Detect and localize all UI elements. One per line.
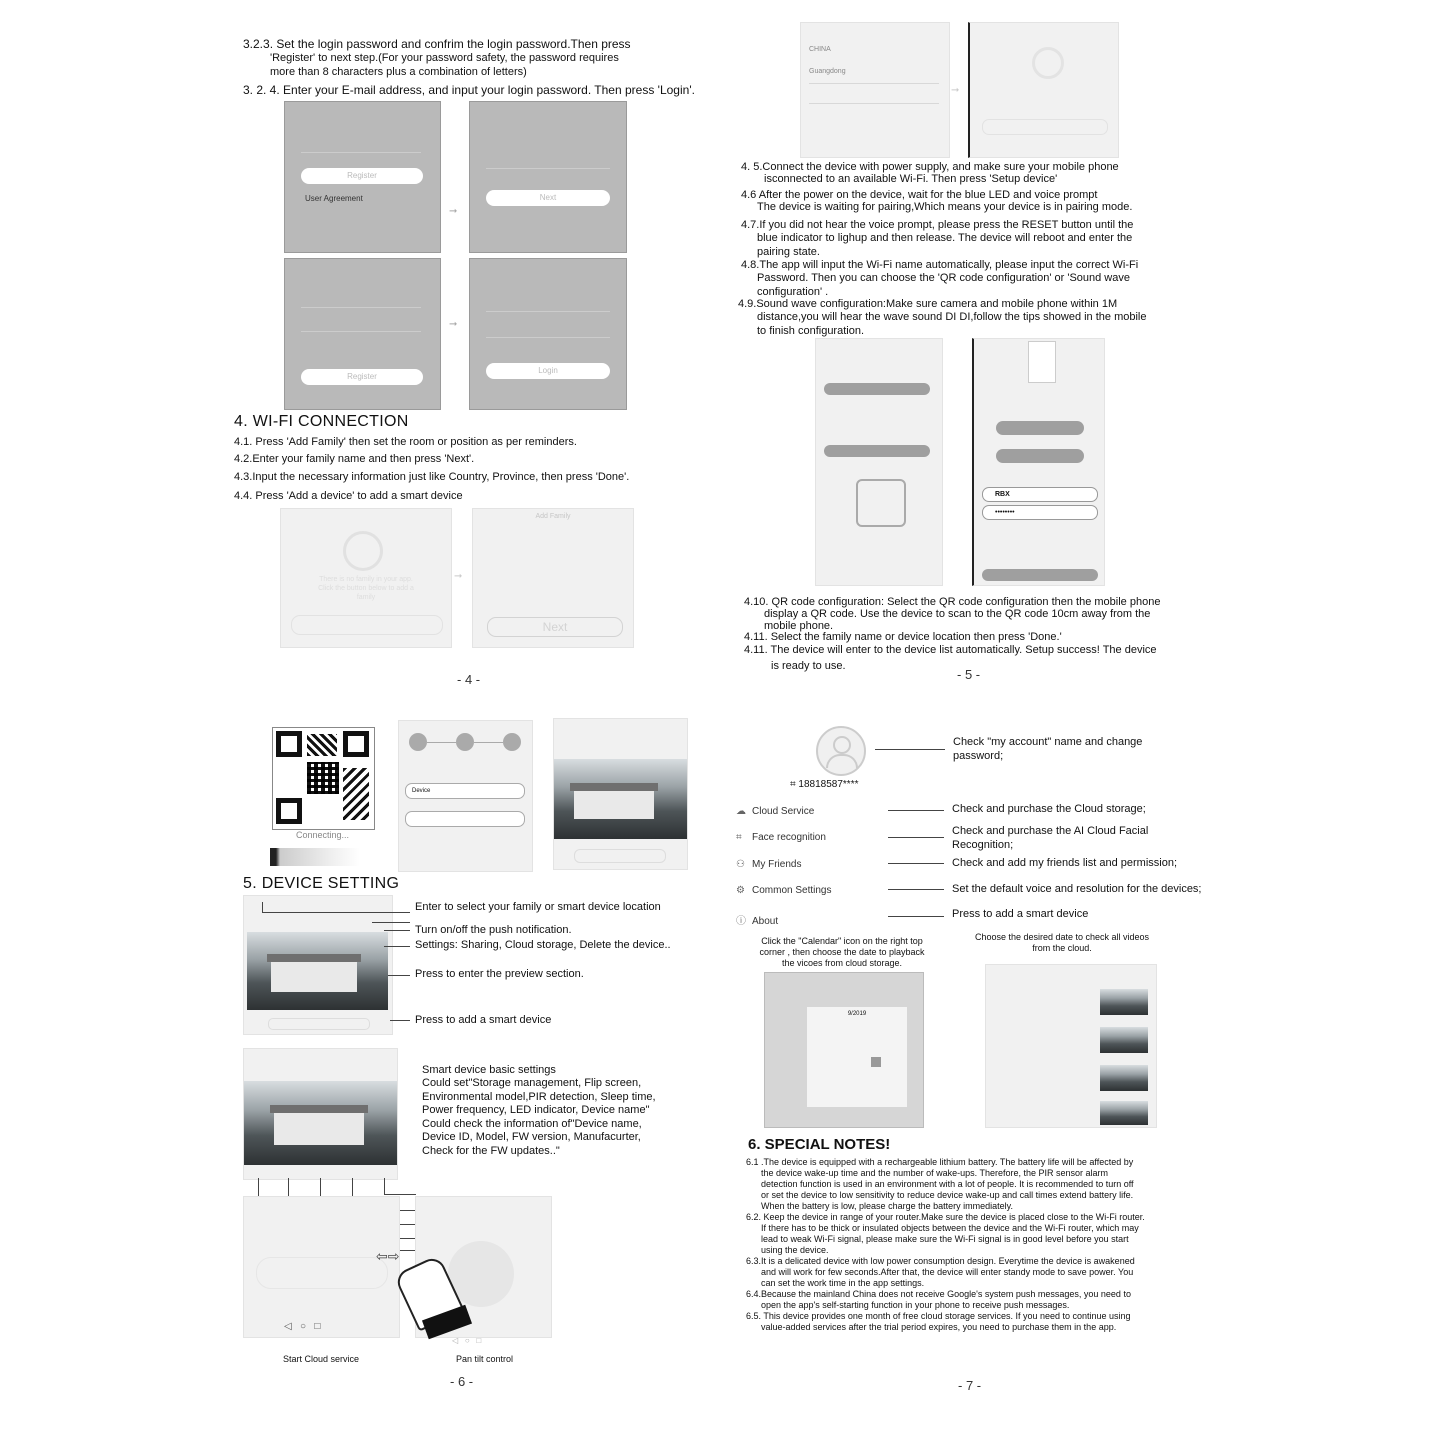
step-4-9b: distance,you will hear the wave sound DI DI,follow the tips showed in the mobile [757, 311, 1147, 323]
calendar-instructions [742, 936, 942, 969]
add-device-button[interactable] [574, 849, 666, 863]
cal-line-1: Click the "Calendar" icon on the right top [761, 936, 923, 946]
arrow-icon: ➞ [454, 571, 463, 582]
register-screen [284, 101, 441, 253]
choose-line-1: Choose the desired date to check all videos [974, 932, 1150, 942]
step-4-5a: 4. 5.Connect the device with power supply, and make sure your mobile phone [741, 161, 1119, 173]
setup-screen [815, 338, 943, 586]
step-4-11a: 4.11. Select the family name or device location then press 'Done.' [744, 631, 1062, 643]
note-6-4a: 6.4.Because the mainland China does not receive Google's system push messages, you need to [746, 1289, 1131, 1299]
annotation-settings: Settings: Sharing, Cloud storage, Delete the device.. [415, 939, 671, 951]
friends-desc: Check and add my friends list and permission; [952, 857, 1177, 869]
add-family-button[interactable] [291, 615, 443, 635]
special-notes-heading: 6. SPECIAL NOTES! [748, 1136, 891, 1153]
menu-about[interactable] [736, 912, 778, 927]
step-4-4: 4.4. Press 'Add a device' to add a smart device [234, 490, 463, 502]
arrow-icon: ➞ [951, 85, 960, 96]
phone-number [790, 779, 858, 790]
note-6-4b: open the app's self-starting function in your phone to receive push messages. [761, 1300, 1070, 1310]
step-circle-icon [456, 733, 474, 751]
swipe-arrows-icon: ⇦⇨ [376, 1248, 400, 1264]
step-4-11c: is ready to use. [771, 660, 846, 672]
annotation-preview: Press to enter the preview section. [415, 968, 584, 980]
basic-settings-7: Check for the FW updates.." [422, 1145, 560, 1157]
device-icon [1028, 341, 1056, 383]
step-4-2: 4.2.Enter your family name and then press 'Next'. [234, 453, 475, 465]
step-4-5b: isconnected to an available Wi-Fi. Then press 'Setup device' [764, 173, 1058, 185]
register-button[interactable]: Register [301, 168, 423, 184]
wifi-name-field[interactable]: RBX [982, 487, 1098, 502]
cloud-screen [243, 1196, 400, 1338]
sound-button[interactable] [824, 445, 930, 457]
menu-label: Cloud Service [752, 806, 815, 817]
cloud-icon: ☁ [736, 806, 746, 817]
video-thumb[interactable] [1100, 989, 1148, 1015]
login-screen [469, 258, 627, 410]
cal-line-2: corner , then choose the date to playback [759, 947, 925, 957]
basic-settings-1: Smart device basic settings [422, 1064, 556, 1076]
cloud-desc: Check and purchase the Cloud storage; [952, 803, 1146, 815]
step-circle-icon [409, 733, 427, 751]
account-desc-2: password; [953, 750, 1004, 762]
note-6-5a: 6.5. This device provides one month of free cloud storage services. If you need to continue using [746, 1311, 1131, 1321]
face-desc: Check and purchase the AI Cloud Facial [952, 825, 1149, 837]
cal-line-3: the vicoes from cloud storage. [781, 958, 903, 968]
address-screen [800, 22, 950, 158]
info-icon: ⓘ [736, 916, 746, 927]
page-number-6: - 6 - [450, 1374, 474, 1389]
note-6-1b: the device wake-up time and the number of wake-ups. Therefore, the PIR sensor alarm [761, 1168, 1109, 1178]
step-4-8c: configuration' . [757, 286, 829, 298]
calendar-month: 9/2019 [847, 1011, 867, 1017]
step-4-10a: 4.10. QR code configuration: Select the QR code configuration then the mobile phone [744, 596, 1161, 608]
menu-common-settings[interactable] [736, 885, 831, 896]
basic-settings-4: Power frequency, LED indicator, Device name" [422, 1104, 650, 1116]
step-4-9c: to finish configuration. [757, 325, 865, 337]
arrow-icon: ➞ [449, 206, 458, 217]
device-setting-heading: 5. DEVICE SETTING [243, 875, 400, 892]
progress-bar [270, 848, 370, 866]
gear-icon: ⚙ [736, 885, 745, 896]
about-desc: Press to add a smart device [952, 908, 1089, 920]
basic-settings-5: Could check the information of"Device name, [422, 1118, 642, 1130]
step-4-8a: 4.8.The app will input the Wi-Fi name automatically, please input the correct Wi-Fi [741, 259, 1139, 271]
open-cloud-button[interactable] [256, 1257, 388, 1289]
step-3-2-4: 3. 2. 4. Enter your E-mail address, and input your login password. Then press 'Login'. [243, 83, 695, 97]
next-button[interactable]: Next [486, 190, 610, 206]
video-thumb[interactable] [1100, 1065, 1148, 1091]
device-location-select[interactable] [405, 811, 525, 827]
account-desc-1: Check "my account" name and change [953, 736, 1143, 748]
face-desc-2: Recognition; [952, 839, 1014, 851]
note-6-2d: using the device. [761, 1245, 829, 1255]
step-4-9a: 4.9.Sound wave configuration:Make sure camera and mobile phone within 1M [738, 298, 1118, 310]
yes-button[interactable] [996, 421, 1084, 435]
camera-preview-image [244, 1081, 397, 1165]
device-home-screen [968, 22, 1119, 158]
logo-icon [343, 531, 383, 571]
menu-my-friends[interactable] [736, 859, 801, 870]
add-family-screen [472, 508, 634, 648]
note-6-3a: 6.3.It is a delicated device with low power consumption design. Everytime the device is awakened [746, 1256, 1135, 1266]
step-4-6b: The device is waiting for pairing,Which means your device is in pairing mode. [757, 201, 1133, 213]
basic-settings-2: Could set"Storage management, Flip screen, [422, 1077, 642, 1089]
qr-icon: ⌗ [790, 779, 799, 790]
step-circle-icon [503, 733, 521, 751]
note-6-2c: lead to weak Wi-Fi signal, please make sure the Wi-Fi signal is in good level before you start [761, 1234, 1129, 1244]
wifi-setup-screen [972, 338, 1105, 586]
step-4-1: 4.1. Press 'Add Family' then set the room or position as per reminders. [234, 436, 577, 448]
basic-settings-6: Device ID, Model, FW version, Manufacurter, [422, 1131, 641, 1143]
device-name-screen [398, 720, 533, 872]
step-3-2-3-c: more than 8 characters plus a combination of letters) [270, 66, 527, 78]
video-list-screen [985, 964, 1157, 1128]
step-4-10c: mobile phone. [764, 620, 834, 632]
step-4-3: 4.3.Input the necessary information just like Country, Province, then press 'Done'. [234, 471, 630, 483]
add-device-button[interactable] [982, 119, 1108, 135]
video-thumb[interactable] [1100, 1101, 1148, 1125]
add-family-title: Add Family [535, 513, 571, 520]
face-scan-icon: ⌗ [736, 832, 742, 843]
note-6-1e: When the battery is low, please charge the battery immediately. [761, 1201, 1013, 1211]
preview-screen [243, 1048, 398, 1180]
annotation-family: Enter to select your family or smart device location [415, 901, 661, 913]
choose-line-2: from the cloud. [1032, 943, 1092, 953]
settings-desc: Set the default voice and resolution for the devices; [952, 883, 1202, 895]
user-agreement-label[interactable]: User Agreement [305, 194, 363, 203]
note-6-1d: or set the device to low sensitivity to reduce device wake-up and call times extend battery life. [761, 1190, 1134, 1200]
calendar-selected-day[interactable] [871, 1057, 881, 1067]
add-family-home-screen: There is no family in your app. Click the button below to add a family [280, 508, 452, 648]
register-button-2[interactable]: Register [301, 369, 423, 385]
menu-label: About [752, 916, 779, 927]
guangdong-label: Guangdong [809, 68, 846, 75]
next-config-button[interactable] [982, 569, 1098, 581]
nav-bar-2: ◁ ○ □ [452, 1336, 482, 1345]
page-number-4: - 4 - [457, 672, 481, 687]
hand-phone-icon [856, 479, 906, 527]
annotation-add-device: Press to add a smart device [415, 1014, 552, 1026]
arrow-icon: ➞ [449, 319, 458, 330]
password-screen [284, 258, 441, 410]
no-button[interactable] [996, 449, 1084, 463]
note-6-2b: If there has to be thick or insulated objects between the device and the Wi-Fi router, which may [761, 1223, 1139, 1233]
step-3-2-3: 3.2.3. Set the login password and confrim the login password.Then press [243, 37, 631, 51]
step-4-8b: Password. Then you can choose the 'QR code configuration' or 'Sound wave [757, 272, 1130, 284]
wifi-password-field[interactable]: •••••••• [982, 505, 1098, 520]
step-4-7c: pairing state. [757, 246, 820, 258]
device-name-field[interactable]: Device [405, 783, 525, 799]
login-button[interactable]: Login [486, 363, 610, 379]
caption-start-cloud: Start Cloud service [283, 1354, 360, 1364]
qr-code [272, 727, 375, 830]
next-button-2[interactable]: Next [487, 617, 623, 637]
basic-settings-3: Environmental model,PIR detection, Sleep time, [422, 1091, 656, 1103]
menu-face-recognition[interactable] [736, 832, 826, 843]
device-list-screen-2 [243, 895, 393, 1035]
calendar-popup[interactable] [807, 1007, 907, 1107]
nav-bar: ◁ ○ □ [284, 1321, 321, 1332]
step-4-6a: 4.6 After the power on the device, wait for the blue LED and voice prompt [741, 189, 1098, 201]
china-label: CHINA [809, 46, 831, 53]
choose-date-instructions [962, 932, 1162, 954]
camera-preview-image[interactable] [247, 932, 388, 1010]
calendar-screen [764, 972, 924, 1128]
verification-screen [469, 101, 627, 253]
note-6-3b: and will work for few seconds.After that, the device will enter standy mode to save power. You [761, 1267, 1134, 1277]
page-number-7: - 7 - [958, 1378, 982, 1393]
note-6-2a: 6.2. Keep the device in range of your router.Make sure the device is placed close to the Wi-Fi router. [746, 1212, 1145, 1222]
step-4-7a: 4.7.If you did not hear the voice prompt, please press the RESET button until the [741, 219, 1134, 231]
avatar[interactable] [816, 726, 866, 776]
step-4-7b: blue indicator to lighup and then release. The device will reboot and enter the [757, 232, 1133, 244]
camera-preview-image[interactable] [554, 759, 687, 839]
menu-label: My Friends [752, 859, 802, 870]
step-4-11b: 4.11. The device will enter to the device list automatically. Setup success! The device [744, 644, 1157, 656]
note-6-3c: can set the work time in the app settings. [761, 1278, 925, 1288]
setup-button[interactable] [824, 383, 930, 395]
wifi-heading: 4. WI-FI CONNECTION [234, 413, 409, 430]
device-list-screen [553, 718, 688, 870]
friends-icon: ⚇ [736, 859, 745, 870]
caption-pan-tilt: Pan tilt control [456, 1354, 514, 1364]
add-device-button[interactable] [268, 1018, 370, 1030]
step-4-10b: display a QR code. Use the device to scan to the QR code 10cm away from the [764, 608, 1151, 620]
note-6-1c: detection function is used in an environment with a lot of people. It is recommended to turn off [761, 1179, 1134, 1189]
step-3-2-3-b: 'Register' to next step.(For your password safety, the password requires [270, 52, 619, 64]
page-number-5: - 5 - [957, 667, 981, 682]
notes-block [746, 1157, 1206, 1333]
note-6-5b: value-added services after the trial period expires, you need to purchase them in the app. [761, 1322, 1117, 1332]
phone-value: 18818587**** [798, 779, 859, 790]
logo-icon [1032, 47, 1064, 79]
video-thumb[interactable] [1100, 1027, 1148, 1053]
menu-label: Common Settings [752, 885, 832, 896]
annotation-push: Turn on/off the push notification. [415, 924, 572, 936]
connecting-label: Connecting... [296, 830, 350, 840]
menu-label: Face recognition [752, 832, 826, 843]
menu-cloud-service[interactable] [736, 806, 814, 817]
note-6-1a: 6.1 .The device is equipped with a rechargeable lithium battery. The battery life will be affected by [746, 1157, 1134, 1167]
